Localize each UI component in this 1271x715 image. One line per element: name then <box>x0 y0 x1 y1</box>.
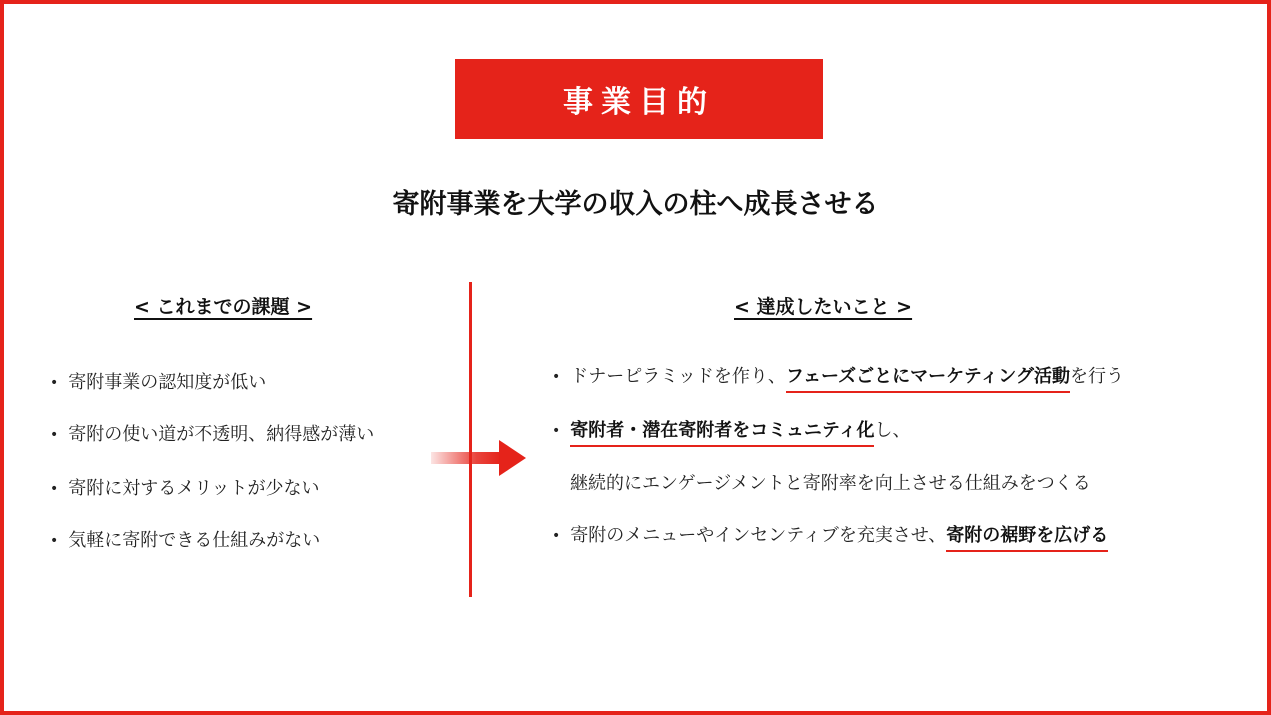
left-list-item <box>50 474 320 500</box>
right-item-pre: ドナーピラミッドを作り、 <box>570 366 786 387</box>
left-item-text: 気軽に寄附できる仕組みがない <box>68 530 321 551</box>
subtitle: 寄附事業を大学の収入の柱へ成長させる <box>392 189 879 220</box>
left-list-item <box>50 526 320 552</box>
banner-title: 事業目的 <box>563 85 715 120</box>
bullet: • <box>552 528 561 544</box>
right-item-highlight: 寄附者・潜在寄附者をコミュニティ化 <box>570 416 874 447</box>
left-item-text: 寄附事業の認知度が低い <box>68 372 267 393</box>
right-list-item <box>552 362 1124 393</box>
left-list-item <box>50 420 374 446</box>
left-list-item <box>50 368 266 394</box>
right-item-post: し、 <box>874 420 911 441</box>
right-section-heading: < 達成したいこと > <box>734 296 913 318</box>
left-item-text: 寄附の使い道が不透明、納得感が薄い <box>68 424 375 445</box>
bullet: • <box>50 533 59 549</box>
left-item-text: 寄附に対するメリットが少ない <box>68 478 320 499</box>
bullet: • <box>50 481 59 497</box>
right-item-highlight: 寄附の裾野を広げる <box>946 521 1108 552</box>
bullet: • <box>552 423 561 439</box>
bullet: • <box>50 375 59 391</box>
right-list-item-continuation <box>570 469 1091 495</box>
right-item-post: を行う <box>1069 366 1124 387</box>
right-item-pre: 寄附のメニューやインセンティブを充実させ、 <box>570 525 947 546</box>
right-item-pre: 継続的にエンゲージメントと寄附率を向上させる仕組みをつくる <box>570 473 1091 494</box>
right-list-item <box>552 521 1108 552</box>
right-list-item <box>552 416 910 447</box>
right-item-highlight: フェーズごとにマーケティング活動 <box>786 362 1070 393</box>
bullet: • <box>552 369 561 385</box>
right-arrow-icon <box>431 440 526 476</box>
title-banner <box>455 59 823 139</box>
left-section-heading: < これまでの課題 > <box>134 296 313 318</box>
bullet: • <box>50 427 59 443</box>
